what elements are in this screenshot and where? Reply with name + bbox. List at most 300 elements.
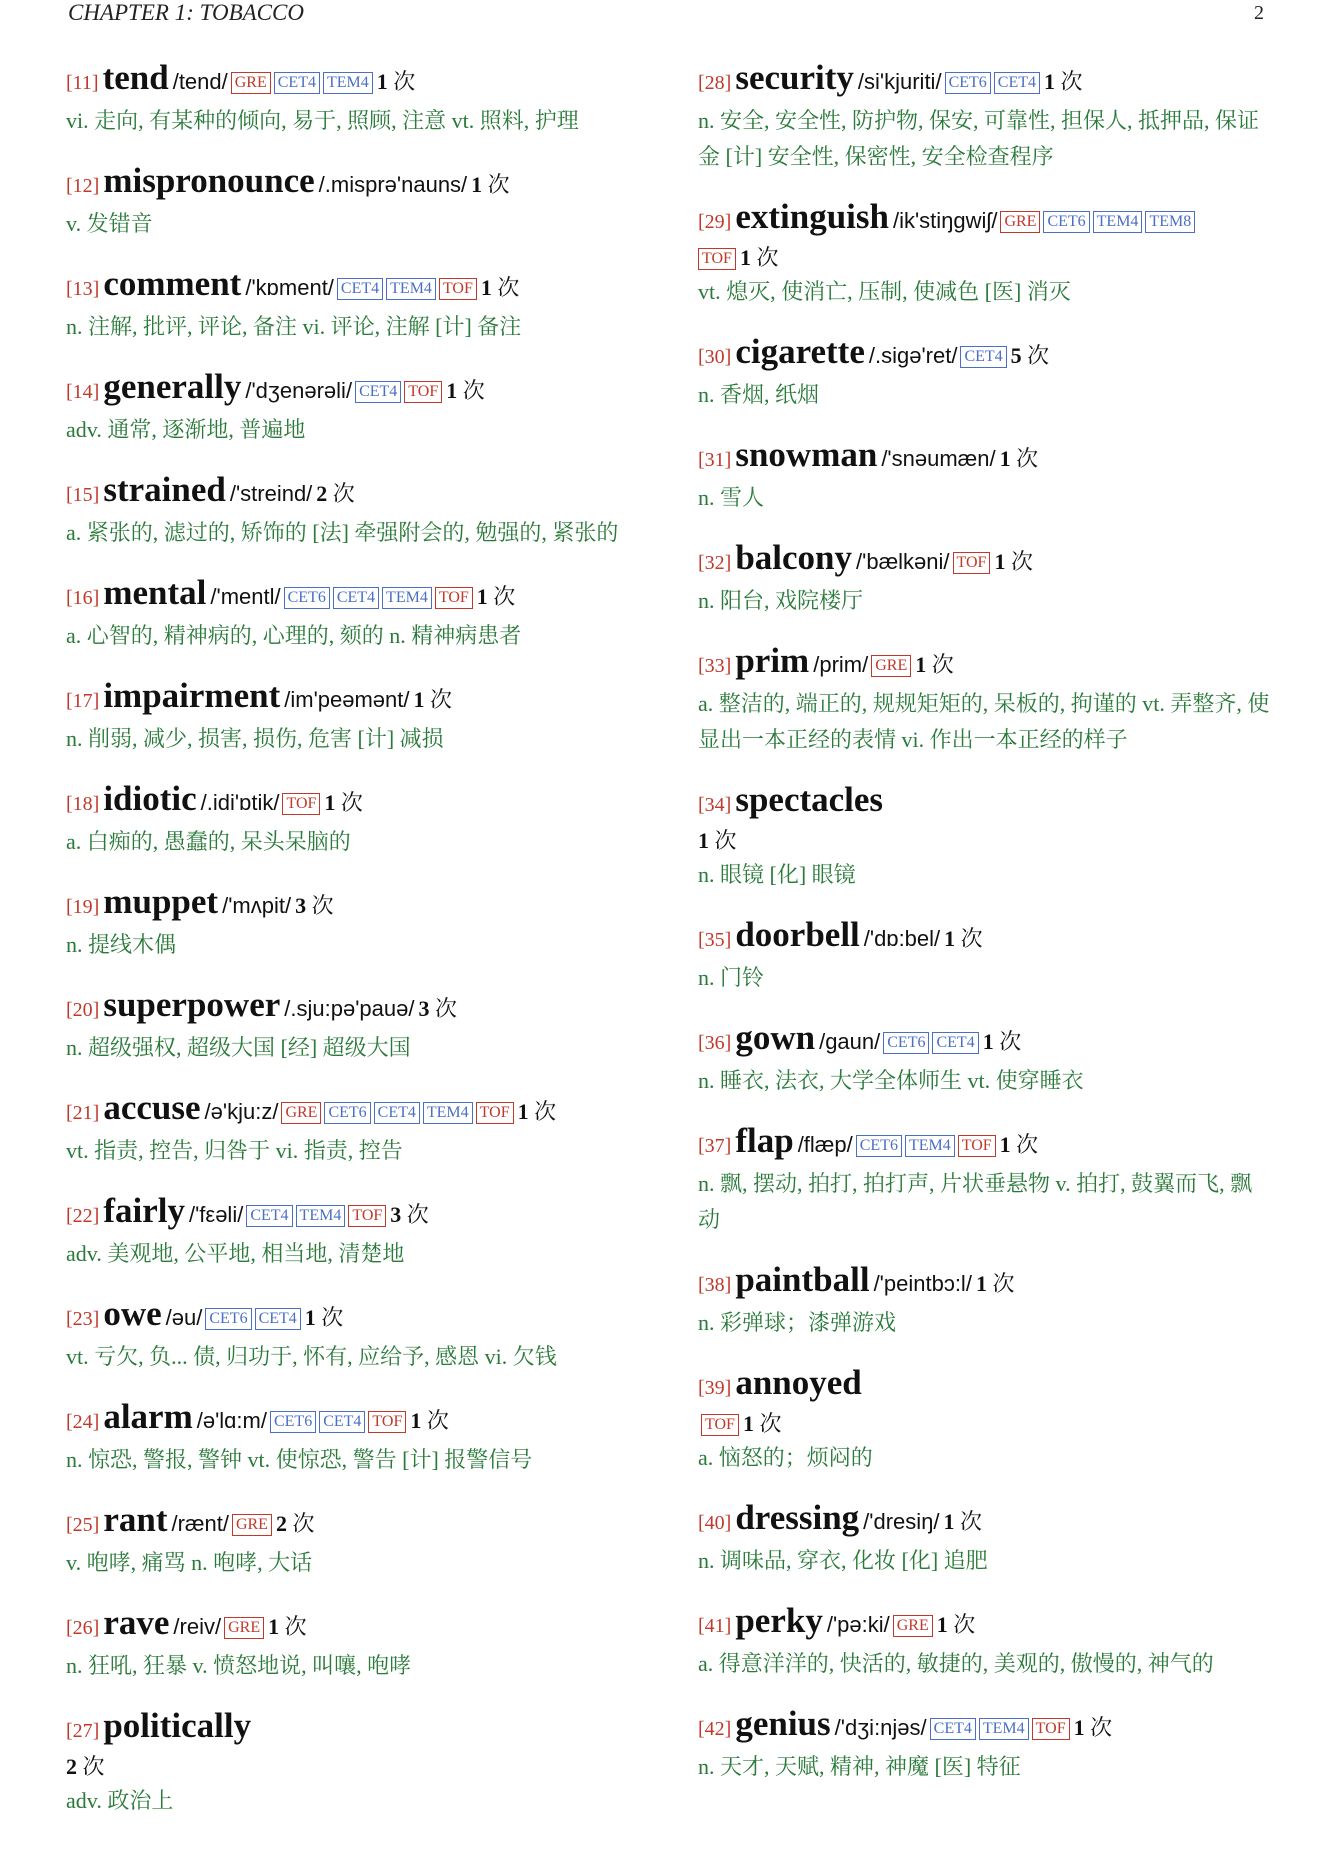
right-column xyxy=(698,60,1273,1809)
vocab-entry xyxy=(66,1708,646,1819)
count-unit: 次 xyxy=(487,172,510,197)
pronunciation: /'dɒ:bel/ xyxy=(863,926,941,951)
vocab-entry xyxy=(698,917,1273,996)
headword: politically xyxy=(103,1706,252,1745)
entry-number: [14] xyxy=(66,381,100,403)
exam-tag: CET4 xyxy=(355,381,401,403)
count-value: 1 xyxy=(517,1099,529,1124)
occurrence-count xyxy=(316,481,355,506)
definition: a. 紧张的, 滤过的, 矫饰的 [法] 牵强附会的, 勉强的, 紧张的 xyxy=(66,520,619,545)
occurrence-count xyxy=(915,652,954,677)
vocab-entry xyxy=(66,884,646,963)
count-unit: 次 xyxy=(1010,549,1033,574)
occurrence-count xyxy=(1074,1715,1113,1740)
entry-number: [38] xyxy=(698,1274,732,1296)
definition: vt. 指责, 控告, 归咎于 vi. 指责, 控告 xyxy=(66,1138,403,1163)
definition: a. 得意洋洋的, 快活的, 敏捷的, 美观的, 傲慢的, 神气的 xyxy=(698,1651,1214,1676)
count-unit: 次 xyxy=(430,687,453,712)
exam-tag: TEM4 xyxy=(323,72,373,94)
exam-tag: TOF xyxy=(953,552,991,574)
count-value: 1 xyxy=(936,1612,948,1637)
vocab-entry xyxy=(698,1603,1273,1682)
exam-tag: TOF xyxy=(348,1205,386,1227)
headword: idiotic xyxy=(103,779,197,818)
count-value: 1 xyxy=(975,1271,987,1296)
count-unit: 次 xyxy=(960,1509,983,1534)
count-value: 1 xyxy=(915,652,927,677)
count-value: 1 xyxy=(324,790,336,815)
count-unit: 次 xyxy=(462,378,485,403)
definition: n. 超级强权, 超级大国 [经] 超级大国 xyxy=(66,1035,411,1060)
vocab-entry xyxy=(698,334,1273,413)
entry-head xyxy=(698,1603,1273,1646)
exam-tag: CET4 xyxy=(930,1718,976,1740)
definition: v. 发错音 xyxy=(66,211,153,236)
vocab-entry xyxy=(698,1020,1273,1099)
entry-head xyxy=(698,643,1273,686)
occurrence-count xyxy=(1044,69,1083,94)
headword: tend xyxy=(102,58,169,97)
vocab-entry xyxy=(66,1502,646,1581)
exam-tag: CET4 xyxy=(994,72,1040,94)
entry-number: [39] xyxy=(698,1377,732,1399)
count-unit: 次 xyxy=(284,1614,307,1639)
count-unit: 次 xyxy=(434,996,457,1021)
entry-head xyxy=(698,60,1273,103)
count-unit: 次 xyxy=(992,1271,1015,1296)
count-value: 1 xyxy=(1073,1715,1085,1740)
count-unit: 次 xyxy=(1060,69,1083,94)
count-value: 5 xyxy=(1010,343,1022,368)
exam-tag: CET4 xyxy=(274,72,320,94)
pronunciation: /'mentl/ xyxy=(210,584,281,609)
entry-number: [36] xyxy=(698,1032,732,1054)
count-value: 2 xyxy=(66,1754,77,1779)
definition: v. 咆哮, 痛骂 n. 咆哮, 大话 xyxy=(66,1550,313,1575)
count-value: 1 xyxy=(943,1509,955,1534)
exam-tag: CET4 xyxy=(319,1411,365,1433)
entry-head xyxy=(66,163,646,206)
count-unit: 次 xyxy=(759,1411,782,1436)
definition: n. 削弱, 减少, 损害, 损伤, 危害 [计] 减损 xyxy=(66,726,444,751)
vocab-entry xyxy=(698,1365,1273,1476)
count-unit: 次 xyxy=(340,790,363,815)
exam-tag: TOF xyxy=(958,1135,996,1157)
definition: n. 狂吼, 狂暴 v. 愤怒地说, 叫嚷, 咆哮 xyxy=(66,1653,412,1678)
entry-head xyxy=(66,369,646,412)
count-unit: 次 xyxy=(1016,446,1039,471)
count-value: 3 xyxy=(295,893,307,918)
pronunciation: /im'peəmənt/ xyxy=(284,687,410,712)
headword: impairment xyxy=(103,676,281,715)
entry-number: [24] xyxy=(66,1411,100,1433)
count-value: 1 xyxy=(376,69,388,94)
entry-head xyxy=(698,1365,1273,1408)
occurrence-count xyxy=(66,1754,105,1779)
vocab-entry xyxy=(698,1500,1273,1579)
exam-tag: CET4 xyxy=(960,346,1006,368)
headword: perky xyxy=(735,1601,823,1640)
pronunciation: /'bælkəni/ xyxy=(856,549,950,574)
exam-tag: CET6 xyxy=(1043,211,1089,233)
exam-tag: GRE xyxy=(232,1514,272,1536)
count-unit: 次 xyxy=(931,652,954,677)
vocab-entry xyxy=(698,1706,1273,1785)
entry-head xyxy=(66,1090,646,1133)
vocab-entry xyxy=(66,163,646,242)
exam-tag: CET6 xyxy=(205,1308,251,1330)
occurrence-count xyxy=(698,828,737,853)
count-value: 1 xyxy=(446,378,458,403)
occurrence-count xyxy=(983,1029,1022,1054)
vocab-entry xyxy=(66,1090,646,1169)
entry-number: [41] xyxy=(698,1615,732,1637)
headword: owe xyxy=(103,1294,162,1333)
headword: snowman xyxy=(735,435,878,474)
occurrence-count xyxy=(743,1411,782,1436)
vocab-entry xyxy=(66,575,646,654)
exam-tag: GRE xyxy=(224,1617,264,1639)
entry-number: [42] xyxy=(698,1718,732,1740)
vocab-entry xyxy=(698,60,1273,175)
entry-head xyxy=(66,884,646,927)
entry-head xyxy=(66,781,646,824)
vocab-entry xyxy=(66,369,646,448)
entry-head xyxy=(698,199,1273,242)
occurrence-count xyxy=(1011,343,1050,368)
entry-head xyxy=(66,1708,646,1751)
count-value: 1 xyxy=(944,926,956,951)
exam-tag: CET4 xyxy=(932,1032,978,1054)
exam-tag: CET4 xyxy=(374,1102,420,1124)
pronunciation: /ik'stiŋgwiʃ/ xyxy=(892,208,998,233)
count-value: 1 xyxy=(739,245,751,270)
count-unit: 次 xyxy=(714,828,737,853)
vocab-entry xyxy=(66,472,646,551)
headword: gown xyxy=(735,1018,816,1057)
definition: n. 香烟, 纸烟 xyxy=(698,382,820,407)
definition: n. 惊恐, 警报, 警钟 vt. 使惊恐, 警告 [计] 报警信号 xyxy=(66,1447,533,1472)
count-value: 1 xyxy=(1044,69,1055,94)
vocab-entry xyxy=(66,1193,646,1272)
occurrence-count xyxy=(944,926,983,951)
vocab-entry xyxy=(66,781,646,860)
count-value: 1 xyxy=(304,1305,316,1330)
pronunciation: /ə'kju:z/ xyxy=(204,1099,279,1124)
exam-tag: TOF xyxy=(404,381,442,403)
occurrence-count xyxy=(518,1099,557,1124)
occurrence-count xyxy=(1000,446,1039,471)
entry-number: [40] xyxy=(698,1512,732,1534)
definition: n. 安全, 安全性, 防护物, 保安, 可靠性, 担保人, 抵押品, 保证金 [计] 安全性, 保密性, 安全检查程序 xyxy=(698,108,1260,169)
count-value: 1 xyxy=(698,828,709,853)
pronunciation: /prim/ xyxy=(813,652,869,677)
count-unit: 次 xyxy=(426,1408,449,1433)
count-unit: 次 xyxy=(999,1029,1022,1054)
count-unit: 次 xyxy=(1090,1715,1113,1740)
vocab-entry xyxy=(698,782,1273,893)
entry-head xyxy=(698,1123,1273,1166)
entry-head xyxy=(66,1502,646,1545)
vocab-entry xyxy=(698,1262,1273,1341)
entry-number: [32] xyxy=(698,552,732,574)
pronunciation: /tend/ xyxy=(172,69,228,94)
headword: mispronounce xyxy=(103,161,315,200)
vocab-entry xyxy=(66,266,646,345)
occurrence-count xyxy=(477,584,516,609)
definition: n. 调味品, 穿衣, 化妆 [化] 追肥 xyxy=(698,1548,988,1573)
entry-number: [17] xyxy=(66,690,100,712)
headword: balcony xyxy=(735,538,853,577)
count-unit: 次 xyxy=(756,245,779,270)
definition: n. 雪人 xyxy=(698,485,765,510)
count-unit: 次 xyxy=(82,1754,105,1779)
headword: mental xyxy=(103,573,207,612)
headword: strained xyxy=(103,470,226,509)
count-value: 1 xyxy=(982,1029,994,1054)
definition: n. 眼镜 [化] 眼镜 xyxy=(698,862,856,887)
entry-head xyxy=(698,1262,1273,1305)
occurrence-count xyxy=(268,1614,307,1639)
entry-head xyxy=(698,782,1273,825)
count-unit: 次 xyxy=(493,584,516,609)
definition: n. 彩弹球；漆弹游戏 xyxy=(698,1310,897,1335)
pronunciation: /'kɒment/ xyxy=(245,275,334,300)
exam-tag: TEM4 xyxy=(382,587,432,609)
count-unit: 次 xyxy=(953,1612,976,1637)
entry-number: [28] xyxy=(698,72,732,94)
definition: adv. 通常, 逐渐地, 普遍地 xyxy=(66,417,306,442)
entry-head xyxy=(66,575,646,618)
entry-meta-line xyxy=(698,825,1273,857)
headword: annoyed xyxy=(735,1363,862,1402)
headword: doorbell xyxy=(735,915,860,954)
headword: security xyxy=(735,58,854,97)
exam-tag: GRE xyxy=(281,1102,321,1124)
exam-tag: TOF xyxy=(282,793,320,815)
definition: adv. 美观地, 公平地, 相当地, 清楚地 xyxy=(66,1241,405,1266)
pronunciation: /flæp/ xyxy=(797,1132,853,1157)
occurrence-count xyxy=(740,245,779,270)
entry-head xyxy=(698,540,1273,583)
definition: a. 白痴的, 愚蠢的, 呆头呆脑的 xyxy=(66,829,351,854)
pronunciation: /'fεəli/ xyxy=(188,1202,244,1227)
exam-tag: CET4 xyxy=(337,278,383,300)
count-value: 1 xyxy=(410,1408,422,1433)
vocab-entry xyxy=(698,199,1273,310)
occurrence-count xyxy=(481,275,520,300)
entry-number: [26] xyxy=(66,1617,100,1639)
exam-tag: CET4 xyxy=(255,1308,301,1330)
exam-tag: TEM4 xyxy=(386,278,436,300)
entry-head xyxy=(66,1193,646,1236)
entry-head xyxy=(66,1399,646,1442)
count-unit: 次 xyxy=(960,926,983,951)
exam-tag: TOF xyxy=(698,248,736,270)
count-unit: 次 xyxy=(1016,1132,1039,1157)
exam-tag: TOF xyxy=(435,587,473,609)
pronunciation: /.idi'ɒtik/ xyxy=(200,790,280,815)
entry-number: [11] xyxy=(66,72,99,94)
entry-number: [27] xyxy=(66,1720,100,1742)
headword: alarm xyxy=(103,1397,193,1436)
exam-tag: CET6 xyxy=(856,1135,902,1157)
pronunciation: /'mʌpit/ xyxy=(222,893,292,918)
page-number: 2 xyxy=(1254,2,1264,24)
exam-tag: CET6 xyxy=(270,1411,316,1433)
occurrence-count xyxy=(471,172,510,197)
vocab-entry xyxy=(66,1296,646,1375)
count-unit: 次 xyxy=(321,1305,344,1330)
entry-number: [34] xyxy=(698,794,732,816)
pronunciation: /ə'lɑ:m/ xyxy=(196,1408,267,1433)
vocab-entry xyxy=(66,1605,646,1684)
occurrence-count xyxy=(976,1271,1015,1296)
exam-tag: TOF xyxy=(1032,1718,1070,1740)
headword: accuse xyxy=(103,1088,201,1127)
exam-tag: TOF xyxy=(476,1102,514,1124)
entry-head xyxy=(66,60,646,103)
exam-tag: CET6 xyxy=(883,1032,929,1054)
entry-head xyxy=(66,987,646,1030)
exam-tag: GRE xyxy=(893,1615,933,1637)
definition: n. 飘, 摆动, 拍打, 拍打声, 片状垂悬物 v. 拍打, 鼓翼而飞, 飘动 xyxy=(698,1171,1253,1232)
vocab-entry xyxy=(66,678,646,757)
headword: rant xyxy=(103,1500,168,1539)
exam-tag: TEM4 xyxy=(979,1718,1029,1740)
occurrence-count xyxy=(937,1612,976,1637)
pronunciation: /si'kjuriti/ xyxy=(857,69,942,94)
exam-tag: TEM4 xyxy=(905,1135,955,1157)
definition: vt. 熄灭, 使消亡, 压制, 使减色 [医] 消灭 xyxy=(698,279,1071,304)
count-value: 2 xyxy=(316,481,328,506)
entry-head xyxy=(698,1020,1273,1063)
pronunciation: /'dʒenərəli/ xyxy=(245,378,353,403)
count-unit: 次 xyxy=(332,481,355,506)
exam-tag: GRE xyxy=(871,655,911,677)
pronunciation: /'snəumæn/ xyxy=(881,446,996,471)
exam-tag: CET6 xyxy=(945,72,991,94)
entry-number: [12] xyxy=(66,175,100,197)
headword: superpower xyxy=(103,985,281,1024)
entry-number: [16] xyxy=(66,587,100,609)
count-value: 1 xyxy=(994,549,1006,574)
vocab-entry xyxy=(66,1399,646,1478)
count-unit: 次 xyxy=(393,69,416,94)
entry-number: [15] xyxy=(66,484,100,506)
pronunciation: /'streind/ xyxy=(229,481,313,506)
count-value: 2 xyxy=(275,1511,287,1536)
entry-head xyxy=(66,472,646,515)
entry-head xyxy=(698,1500,1273,1543)
entry-number: [20] xyxy=(66,999,100,1021)
definition: a. 恼怒的；烦闷的 xyxy=(698,1445,873,1470)
pronunciation: /gaun/ xyxy=(819,1029,881,1054)
occurrence-count xyxy=(377,69,416,94)
occurrence-count xyxy=(414,687,453,712)
entry-meta-line xyxy=(698,1408,1273,1440)
entry-number: [31] xyxy=(698,449,732,471)
occurrence-count xyxy=(324,790,363,815)
count-value: 1 xyxy=(268,1614,280,1639)
entry-head xyxy=(66,678,646,721)
entry-number: [25] xyxy=(66,1514,100,1536)
occurrence-count xyxy=(994,549,1033,574)
headword: genius xyxy=(735,1704,831,1743)
definition: n. 注解, 批评, 评论, 备注 vi. 评论, 注解 [计] 备注 xyxy=(66,314,522,339)
exam-tag: TEM4 xyxy=(1093,211,1143,233)
left-column xyxy=(66,60,646,1843)
definition: vt. 亏欠, 负... 债, 归功于, 怀有, 应给予, 感恩 vi. 欠钱 xyxy=(66,1344,557,1369)
exam-tag: CET4 xyxy=(246,1205,292,1227)
definition: vi. 走向, 有某种的倾向, 易于, 照顾, 注意 vt. 照料, 护理 xyxy=(66,108,579,133)
occurrence-count xyxy=(418,996,457,1021)
exam-tag: TOF xyxy=(701,1414,739,1436)
exam-tag: GRE xyxy=(1000,211,1040,233)
pronunciation: /'dʒi:njəs/ xyxy=(834,1715,927,1740)
entry-number: [33] xyxy=(698,655,732,677)
headword: rave xyxy=(103,1603,170,1642)
definition: n. 门铃 xyxy=(698,965,765,990)
count-value: 1 xyxy=(742,1411,754,1436)
count-value: 3 xyxy=(418,996,430,1021)
occurrence-count xyxy=(446,378,485,403)
count-unit: 次 xyxy=(311,893,334,918)
occurrence-count xyxy=(305,1305,344,1330)
count-value: 1 xyxy=(471,172,483,197)
definition: a. 整洁的, 端正的, 规规矩矩的, 呆板的, 拘谨的 vt. 弄整齐, 使显出一本正经的表情 vi. 作出一本正经的样子 xyxy=(698,691,1270,752)
entry-meta-line xyxy=(698,242,1273,274)
vocab-entry xyxy=(698,643,1273,758)
headword: paintball xyxy=(735,1260,870,1299)
occurrence-count xyxy=(1000,1132,1039,1157)
entry-number: [21] xyxy=(66,1102,100,1124)
headword: cigarette xyxy=(735,332,865,371)
exam-tag: GRE xyxy=(231,72,271,94)
occurrence-count xyxy=(276,1511,315,1536)
exam-tag: TEM4 xyxy=(296,1205,346,1227)
occurrence-count xyxy=(410,1408,449,1433)
definition: adv. 政治上 xyxy=(66,1788,174,1813)
entry-number: [19] xyxy=(66,896,100,918)
occurrence-count xyxy=(390,1202,429,1227)
exam-tag: CET6 xyxy=(324,1102,370,1124)
entry-head xyxy=(698,917,1273,960)
pronunciation: /.sju:pə'pauə/ xyxy=(284,996,415,1021)
entry-number: [22] xyxy=(66,1205,100,1227)
pronunciation: /rænt/ xyxy=(171,1511,229,1536)
exam-tag: CET4 xyxy=(333,587,379,609)
headword: spectacles xyxy=(735,780,884,819)
definition: n. 提线木偶 xyxy=(66,932,177,957)
definition: n. 睡衣, 法衣, 大学全体师生 vt. 使穿睡衣 xyxy=(698,1068,1084,1093)
pronunciation: /'dresiŋ/ xyxy=(863,1509,940,1534)
headword: dressing xyxy=(735,1498,860,1537)
occurrence-count xyxy=(944,1509,983,1534)
count-unit: 次 xyxy=(406,1202,429,1227)
chapter-title: CHAPTER 1: TOBACCO xyxy=(68,0,304,25)
exam-tag: CET6 xyxy=(284,587,330,609)
count-unit: 次 xyxy=(1027,343,1050,368)
exam-tag: TOF xyxy=(439,278,477,300)
headword: fairly xyxy=(103,1191,185,1230)
headword: comment xyxy=(103,264,242,303)
exam-tag: TOF xyxy=(368,1411,406,1433)
exam-tag: TEM8 xyxy=(1145,211,1195,233)
count-value: 1 xyxy=(413,687,425,712)
entry-head xyxy=(698,334,1273,377)
count-unit: 次 xyxy=(292,1511,315,1536)
